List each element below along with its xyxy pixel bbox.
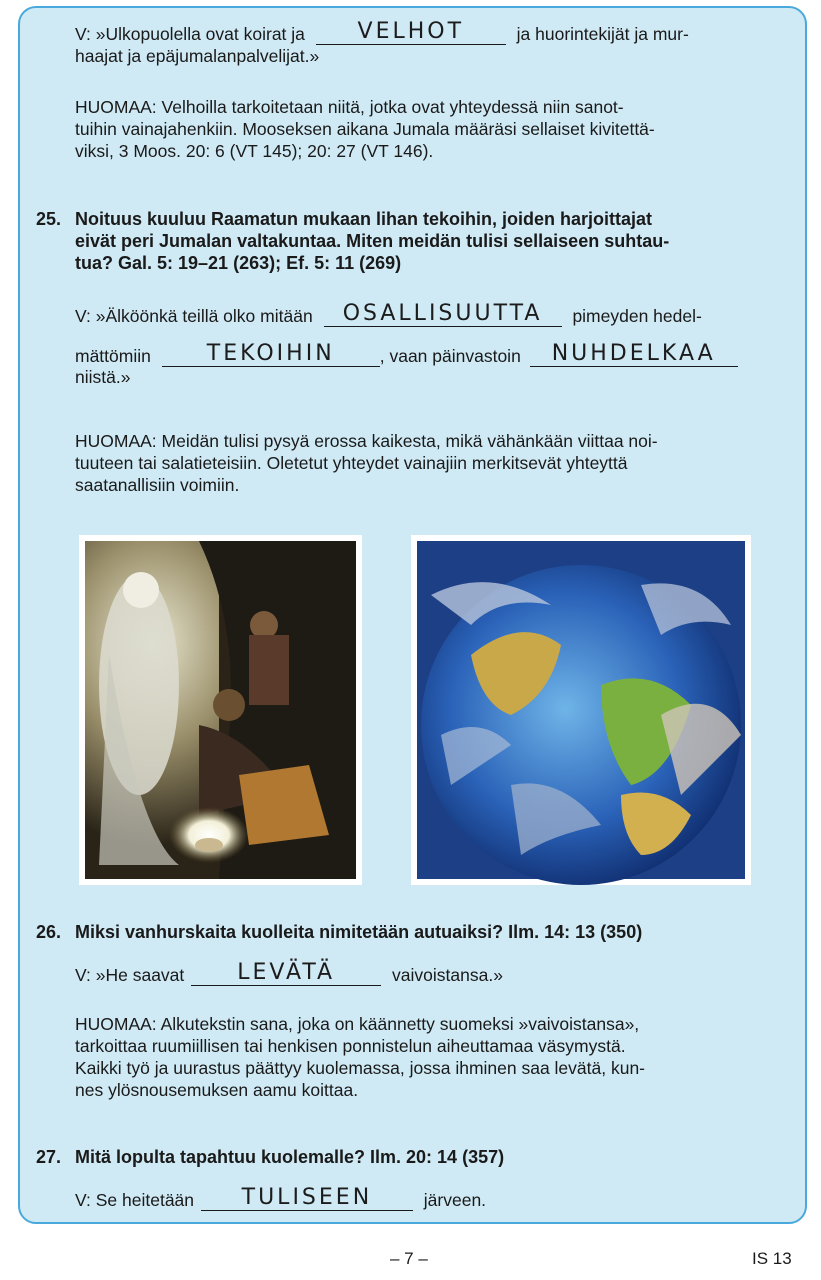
answer-text: V: Se heitetään xyxy=(75,1190,195,1210)
answer-text: mättömiin xyxy=(75,346,151,366)
question-line: tua? Gal. 5: 19–21 (263); Ef. 5: 11 (269) xyxy=(75,253,402,273)
document-code: IS 13 xyxy=(752,1249,792,1268)
question-number: 26. xyxy=(36,922,62,942)
note-line: nes ylösnousemuksen aamu koittaa. xyxy=(75,1080,359,1100)
handwritten-answer: VELHOT xyxy=(357,19,465,44)
answer-text: järveen. xyxy=(423,1190,487,1210)
note-line: HUOMAA: Velhoilla tarkoitetaan niitä, jotka ovat yhteydessä niin sanot- xyxy=(75,97,624,117)
answer-blank-26[interactable] xyxy=(191,960,381,986)
answer-blank-24[interactable] xyxy=(316,19,506,45)
question-number: 27. xyxy=(36,1147,62,1167)
answer-27-line xyxy=(75,1185,487,1211)
answer-25-line1 xyxy=(75,301,702,327)
answer-25-line2 xyxy=(75,341,738,367)
note-24 xyxy=(75,96,781,162)
answer-text: niistä.» xyxy=(75,367,131,387)
question-number: 25. xyxy=(36,209,62,229)
note-line: saatanallisiin voimiin. xyxy=(75,475,240,495)
witch-of-endor-illustration xyxy=(79,535,362,885)
handwritten-answer: NUHDELKAA xyxy=(551,341,716,366)
answer-text: V: »He saavat xyxy=(75,965,185,985)
question-line: Miksi vanhurskaita kuolleita nimitetään autuaiksi? Ilm. 14: 13 (350) xyxy=(75,922,643,942)
note-line: viksi, 3 Moos. 20: 6 (VT 145); 20: 27 (VT 146). xyxy=(75,141,434,161)
note-26 xyxy=(75,1013,781,1101)
question-line: Noituus kuuluu Raamatun mukaan lihan tekoihin, joiden harjoittajat xyxy=(75,209,653,229)
answer-24-line1 xyxy=(75,19,689,45)
answer-25-line3 xyxy=(75,366,130,388)
note-line: HUOMAA: Meidän tulisi pysyä erossa kaikesta, mikä vähänkään viittaa noi- xyxy=(75,431,658,451)
answer-text: , vaan päinvastoin xyxy=(379,346,521,366)
handwritten-answer: LEVÄTÄ xyxy=(237,960,336,985)
handwritten-answer: OSALLISUUTTA xyxy=(342,301,543,326)
answer-26-line xyxy=(75,960,503,986)
note-25 xyxy=(75,430,781,496)
answer-blank-25a[interactable] xyxy=(324,301,562,327)
answer-text: haajat ja epäjumalanpalvelijat.» xyxy=(75,46,320,66)
answer-text: pimeyden hedel- xyxy=(572,306,702,326)
note-line: tuihin vainajahenkiin. Mooseksen aikana Jumala määräsi sellaiset kivitettä- xyxy=(75,119,655,139)
illustration-svg xyxy=(79,535,362,885)
hands-around-globe-illustration xyxy=(411,535,751,885)
answer-text: vaivoistansa.» xyxy=(392,965,503,985)
illustration-svg xyxy=(411,535,751,885)
note-line: tarkoittaa ruumiillisen tai henkisen ponnistelun aiheuttamaa väsymystä. xyxy=(75,1036,626,1056)
answer-blank-25c[interactable] xyxy=(530,341,738,367)
handwritten-answer: TULISEEN xyxy=(241,1185,373,1210)
answer-text: ja huorintekijät ja mur- xyxy=(516,24,689,44)
answer-24-line2 xyxy=(75,45,319,67)
answer-text: V: »Ulkopuolella ovat koirat ja xyxy=(75,24,305,44)
question-line: eivät peri Jumalan valtakuntaa. Miten meidän tulisi sellaiseen suhtau- xyxy=(75,231,670,251)
answer-blank-27[interactable] xyxy=(201,1185,413,1211)
answer-blank-25b[interactable] xyxy=(162,341,380,367)
question-line: Mitä lopulta tapahtuu kuolemalle? Ilm. 20: 14 (357) xyxy=(75,1147,505,1167)
note-line: tuuteen tai salatieteisiin. Oletetut yhteydet vainajiin merkitsevät yhteyttä xyxy=(75,453,628,473)
page-number: – 7 – xyxy=(390,1249,428,1268)
answer-text: V: »Älköönkä teillä olko mitään xyxy=(75,306,313,326)
handwritten-answer: TEKOIHIN xyxy=(206,341,335,366)
note-line: HUOMAA: Alkutekstin sana, joka on käännetty suomeksi »vaivoistansa», xyxy=(75,1014,640,1034)
note-line: Kaikki työ ja uurastus päättyy kuolemassa, jossa ihminen saa levätä, kun- xyxy=(75,1058,646,1078)
